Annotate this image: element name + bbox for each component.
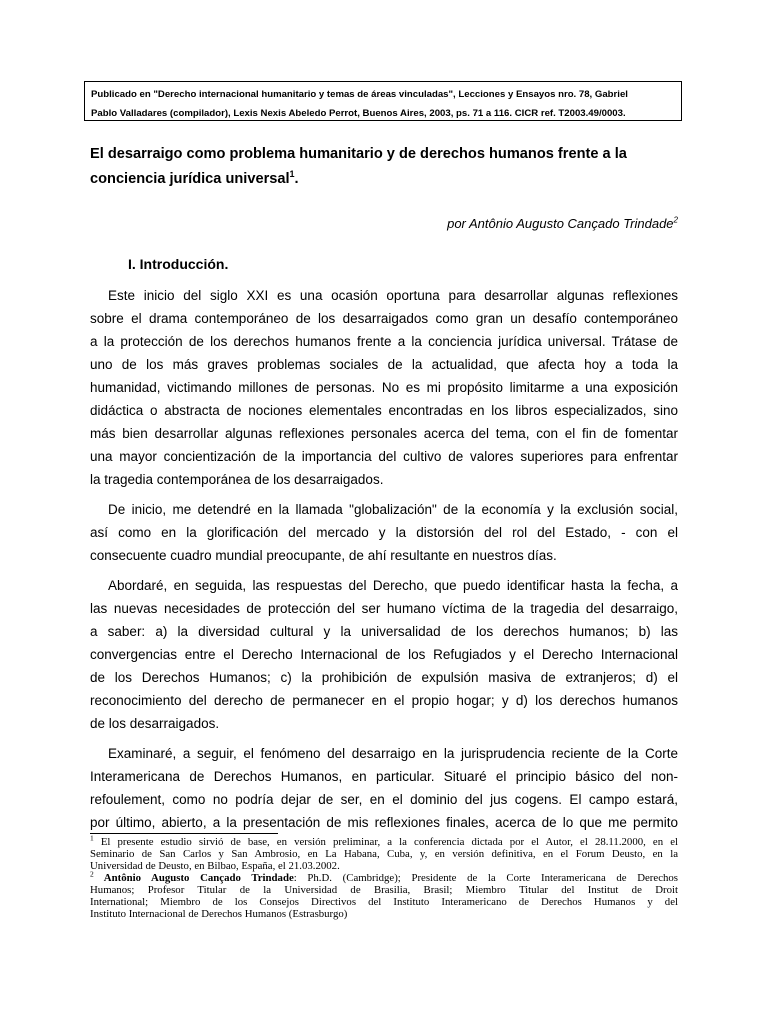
publication-notice-box [84,81,682,121]
footnote-ref[interactable]: 2 [673,215,678,225]
footnote-line: Instituto Internacional de Derechos Humanos (Estrasburgo) [90,908,348,920]
text-line: didáctica o abstracta de nociones elementales encontradas en los libros especializados, sino [90,403,678,418]
text-line: a saber: a) la diversidad cultural y la universalidad de los derechos humanos; b) las [90,624,678,639]
footnote-line [90,869,678,884]
footnote-2 [90,869,678,920]
text-line: de los Derechos Humanos; c) la prohibición de expulsión masiva de extranjeros; d) el [90,670,678,685]
text-line: Abordaré, en seguida, las respuestas del Derecho, que puedo identificar hasta la fecha, a [108,578,678,593]
paragraph [90,574,678,735]
author-byline [447,216,678,231]
text-line: reconocimiento del derecho de permanecer en el propio hogar; y d) los derechos humanos [90,693,678,708]
text-line: sobre el drama contemporáneo de los desarraigados como gran un desafío contemporáneo [90,311,678,326]
title-line [90,167,690,192]
text-line: De inicio, me detendré en la llamada "globalización" de la economía y la exclusión social, [108,502,678,517]
footnote-line: Seminario de San Carlos y San Ambrosio, en La Habana, Cuba, y, en versión definitiva, en el Forum Deusto, en la [90,848,678,860]
publication-notice-line: Pablo Valladares (compilador), Lexis Nexis Abeledo Perrot, Buenos Aires, 2003, ps. 71 a 116. CICR ref. T2003.49/0003. [91,108,626,119]
section-heading: I. Introducción. [128,256,229,272]
footnote-line: Humanos; Profesor Titular de la Universidad de Brasilia, Brasil; Miembro Titular del Institut de Droit [90,884,678,896]
footnote-separator [90,833,278,834]
text-line: consecuente cuadro mundial preocupante, de ahí resultante en nuestros días. [90,548,557,563]
text-line: humanidad, victimando millones de personas. No es mi propósito limitarme a una exposición [90,380,678,395]
paragraph [90,742,678,834]
footnote-ref[interactable]: 1 [289,169,295,180]
paragraph [90,284,678,491]
title-end: . [294,171,299,187]
footnote-line: International; Miembro de los Consejos Directivos del Instituto Interamericano de Derechos Humanos y del [90,896,678,908]
text-line: las nuevas necesidades de protección del ser humano víctima de la tragedia del desarraigo, [90,601,678,616]
text-line: una mayor concientización de la importancia del cultivo de valores superiores para enfrentar [90,449,678,464]
author-name: por Antônio Augusto Cançado Trindade [447,216,674,231]
title-line: El desarraigo como problema humanitario y de derechos humanos frente a la [90,146,627,162]
text-line: refoulement, como no podría dejar de ser, en el dominio del jus cogens. El campo estará, [90,792,678,807]
text-line: de los desarraigados. [90,716,220,731]
text-line: así como en la glorificación del mercado y la distorsión del rol del Estado, - con el [90,525,678,540]
footnote-author-name: Antônio Augusto Cançado Trindade [93,872,294,884]
body-text [90,284,678,841]
paragraph [90,498,678,567]
publication-notice-line: Publicado en "Derecho internacional humanitario y temas de áreas vinculadas", Lecciones y Ensayos nro. 78, Gabriel [91,89,628,100]
text-line: más bien desarrollar algunas reflexiones personales acerca del tema, con el fin de fomentar [90,426,678,441]
text-line: por último, abierto, a la presentación de mis reflexiones finales, acerca de lo que me permito [90,815,678,830]
text-line: Interamericana de Derechos Humanos, en particular. Situaré el principio básico del non- [90,769,678,784]
text-line: la tragedia contemporánea de los desarraigados. [90,472,384,487]
text-line: Este inicio del siglo XXI es una ocasión oportuna para desarrollar algunas reflexiones [108,288,678,303]
footnotes [90,833,678,920]
footnote-text: : Ph.D. (Cambridge); Presidente de la Corte Interamericana de Derechos [293,872,678,884]
footnote-line: Universidad de Deusto, en Bilbao, España, el 21.03.2002. [90,860,340,872]
footnote-marker: 1 [90,833,94,843]
footnote-marker: 2 [90,869,94,879]
footnote-1 [90,833,678,872]
text-line: Examinaré, a seguir, el fenómeno del desarraigo en la jurisprudencia reciente de la Corte [108,746,678,761]
text-line: a la protección de los derechos humanos frente a la conciencia jurídica universal. Trátase de [90,334,678,349]
footnote-line [90,833,678,848]
title-line-text: conciencia jurídica universal [90,171,290,187]
document-title [90,142,690,192]
text-line: uno de los más graves problemas sociales de la actualidad, que afecta hoy a toda la [90,357,678,372]
text-line: convergencias entre el Derecho Internacional de los Refugiados y el Derecho Internacional [90,647,678,662]
footnote-text: El presente estudio sirvió de base, en versión preliminar, a la conferencia dictada por el Autor, el 28.11.2000, en el [93,836,678,848]
